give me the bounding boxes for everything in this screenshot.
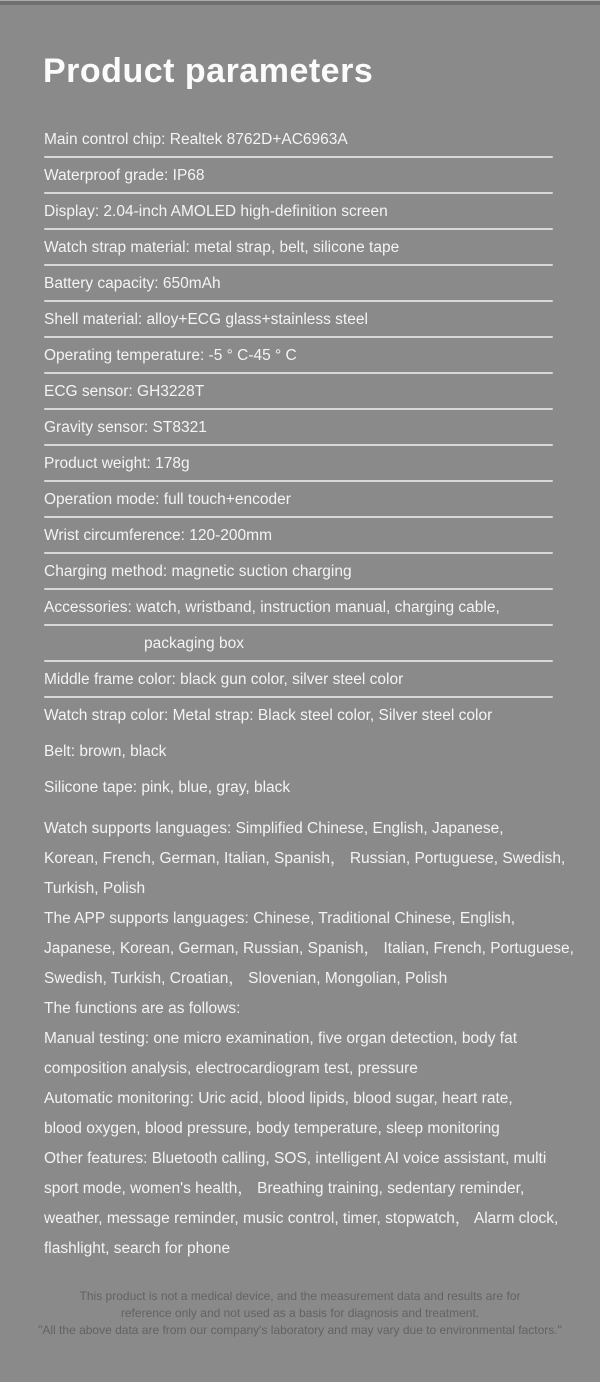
spec-row-display [44,194,553,230]
spec-row-gravity-sensor [44,410,553,446]
detail-line-automatic-monitoring: blood oxygen, blood pressure, body temperature, sleep monitoring [44,1120,500,1137]
spec-text: Accessories: watch, wristband, instruction manual, charging cable, [44,599,500,616]
spec-text: Waterproof grade: IP68 [44,167,205,184]
detail-line-app-languages: Japanese, Korean, German, Russian, Spanish， Italian, French, Portuguese, [44,940,574,957]
page-title: Product parameters [43,52,374,90]
spec-row-charging-method [44,554,553,590]
detail-line-watch-languages: Turkish, Polish [44,880,146,897]
spec-text: Main control chip: Realtek 8762D+AC6963A [44,131,348,148]
spec-row-waterproof-grade [44,158,553,194]
detail-line-other-features: sport mode, women's health， Breathing training, sedentary reminder, [44,1180,525,1197]
spec-text: Gravity sensor: ST8321 [44,419,207,436]
detail-line-app-languages: The APP supports languages: Chinese, Traditional Chinese, English, [44,910,516,927]
spec-row-silicone-tape-color [44,770,553,806]
spec-row-strap-material [44,230,553,266]
spec-text: Middle frame color: black gun color, silver steel color [44,671,404,688]
spec-text: packaging box [144,635,244,652]
spec-text: Watch strap material: metal strap, belt, silicone tape [44,239,400,256]
spec-row-shell-material [44,302,553,338]
disclaimer [0,1288,600,1339]
detail-line-manual-testing: Manual testing: one micro examination, five organ detection, body fat [44,1030,518,1047]
detail-line-manual-testing: composition analysis, electrocardiogram test, pressure [44,1060,418,1077]
spec-row-operation-mode [44,482,553,518]
detail-line-watch-languages: Korean, French, German, Italian, Spanish， Russian, Portuguese, Swedish, [44,850,566,867]
spec-text: Display: 2.04-inch AMOLED high-definition screen [44,203,388,220]
spec-text: Shell material: alloy+ECG glass+stainless steel [44,311,368,328]
spec-row-middle-frame-color [44,662,553,698]
spec-text: Battery capacity: 650mAh [44,275,221,292]
detail-line-other-features: Other features: Bluetooth calling, SOS, intelligent AI voice assistant, multi [44,1150,547,1167]
disclaimer-line: reference only and not used as a basis for diagnosis and treatment. [120,1306,480,1320]
spec-row-wrist-circumference [44,518,553,554]
spec-text: Charging method: magnetic suction charging [44,563,352,580]
spec-row-ecg-sensor [44,374,553,410]
detail-line-other-features: flashlight, search for phone [44,1240,231,1257]
spec-row-product-weight [44,446,553,482]
detail-line-automatic-monitoring: Automatic monitoring: Uric acid, blood lipids, blood sugar, heart rate, [44,1090,513,1107]
spec-list [0,122,600,806]
detail-line-other-features: weather, message reminder, music control, timer, stopwatch， Alarm clock, [44,1210,559,1227]
detail-line-watch-languages: Watch supports languages: Simplified Chinese, English, Japanese, [44,820,504,837]
spec-text: ECG sensor: GH3228T [44,383,205,400]
spec-text: Belt: brown, black [44,743,167,760]
spec-row-accessories [44,590,553,626]
disclaimer-line: "All the above data are from our company's laboratory and may vary due to environmental factors." [38,1323,562,1337]
top-border-strip [0,0,600,5]
spec-row-accessories-continued [44,626,553,662]
disclaimer-line: This product is not a medical device, and the measurement data and results are for [79,1289,521,1303]
spec-row-strap-color [44,698,553,734]
detail-line-app-languages: Swedish, Turkish, Croatian， Slovenian, Mongolian, Polish [44,970,448,987]
spec-row-belt-color [44,734,553,770]
spec-text: Watch strap color: Metal strap: Black steel color, Silver steel color [44,707,493,724]
detail-line-functions-heading: The functions are as follows: [44,1000,241,1017]
spec-text: Silicone tape: pink, blue, gray, black [44,779,291,796]
spec-text: Operating temperature: -5 ° C-45 ° C [44,347,297,364]
details-block [44,814,596,1264]
spec-row-main-control-chip [44,122,553,158]
spec-row-operating-temperature [44,338,553,374]
spec-text: Wrist circumference: 120-200mm [44,527,272,544]
spec-text: Product weight: 178g [44,455,190,472]
spec-text: Operation mode: full touch+encoder [44,491,291,508]
spec-row-battery-capacity [44,266,553,302]
